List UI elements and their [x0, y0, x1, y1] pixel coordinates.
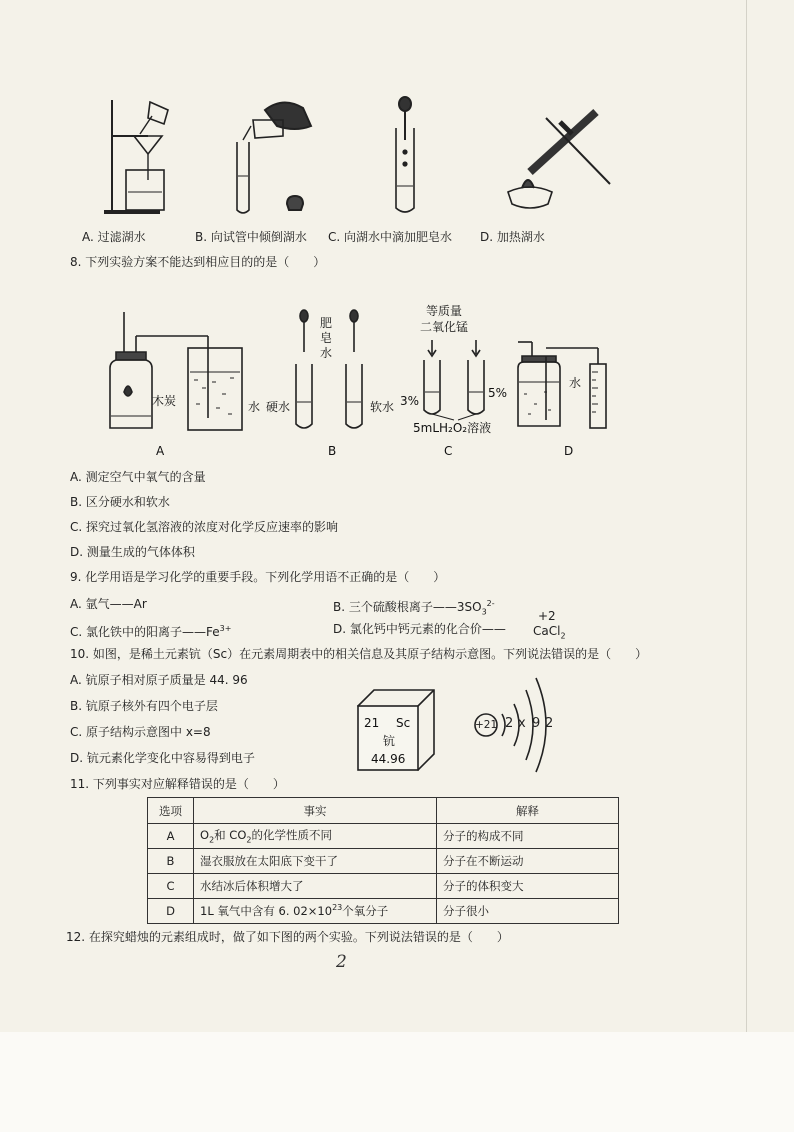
- q7-figure-c-dropper: [380, 92, 430, 220]
- q9-valence: +2: [538, 609, 556, 623]
- q10-option-b: B. 钪原子核外有四个电子层: [70, 699, 218, 713]
- table-header-option: 选项: [148, 798, 194, 824]
- q9-option-d: D. 氯化钙中钙元素的化合价——: [333, 622, 506, 636]
- q8-label-soap-1: 肥: [320, 316, 333, 330]
- table-cell-option: C: [148, 874, 194, 899]
- q10-element-name: 钪: [383, 734, 396, 748]
- table-header-fact: 事实: [194, 798, 437, 824]
- q8-figure-letter-d: D: [564, 444, 574, 458]
- page-edge: [746, 0, 747, 1040]
- table-header-reason: 解释: [437, 798, 619, 824]
- q8-label-soap-3: 水: [320, 346, 333, 360]
- q10-element-symbol: Sc: [396, 716, 411, 730]
- q12-stem: 12. 在探究蜡烛的元素组成时，做了如下图的两个实验。下列说法错误的是（ ）: [66, 930, 509, 944]
- q8-label-3pct: 3%: [400, 394, 420, 408]
- table-cell-reason: 分子很小: [437, 899, 619, 924]
- q9-formula: CaCl$_2$: [533, 624, 566, 641]
- table-row: [148, 824, 619, 849]
- table-cell-fact: 湿衣服放在太阳底下变干了: [194, 849, 437, 874]
- table-cell-option: D: [148, 899, 194, 924]
- table-cell-reason: 分子的体积变大: [437, 874, 619, 899]
- q8-label-hard-water: 硬水: [266, 400, 291, 414]
- q11-stem: 11. 下列事实对应解释错误的是（ ）: [70, 777, 285, 791]
- q8-label-mno2: 二氧化锰: [420, 320, 469, 334]
- q7-option-b: B. 向试管中倾倒湖水: [195, 230, 307, 244]
- q8-figure-d-apparatus: [512, 334, 622, 434]
- q10-atomic-number: 21: [364, 716, 380, 730]
- q10-shell-3: 9: [532, 716, 541, 731]
- table-cell-fact: $O_2$和 $CO_2$的化学性质不同: [194, 824, 437, 849]
- q9-option-c: C. 氯化铁中的阳离子$——Fe^{3+}$: [70, 624, 232, 639]
- q10-shell-2: x: [518, 716, 526, 731]
- q8-figure-c-tubes: [418, 338, 498, 422]
- table-cell-reason: 分子在不断运动: [437, 849, 619, 874]
- q10-atomic-mass: 44.96: [371, 752, 406, 766]
- table-row: [148, 874, 619, 899]
- q10-option-d: D. 钪元素化学变化中容易得到电子: [70, 751, 255, 765]
- q8-label-water-d: 水: [569, 376, 582, 390]
- q10-shell-1: 2: [505, 716, 514, 731]
- q9-option-b: B. 三个硫酸根离子$——3SO_3^{2-}$: [333, 599, 495, 617]
- q8-label-equal-mass: 等质量: [426, 304, 463, 318]
- page-number: 2: [336, 952, 347, 972]
- q8-figure-letter-a: A: [156, 444, 165, 458]
- q9-option-a: A. 氩气——Ar: [70, 597, 147, 611]
- q8-label-5pct: 5%: [488, 386, 508, 400]
- table-cell-fact: 1L 氧气中含有 6. $02\times 10^{23}$个氧分子: [194, 899, 437, 924]
- q8-label-soap-2: 皂: [320, 331, 333, 345]
- table-row: [148, 849, 619, 874]
- q11-table: [147, 797, 619, 924]
- q10-option-c: C. 原子结构示意图中 x=8: [70, 725, 211, 739]
- q10-stem: 10. 如图，是稀土元素钪（Sc）在元素周期表中的相关信息及其原子结构示意图。下列说法错误的是（ ）: [70, 647, 648, 661]
- table-cell-fact: 水结冰后体积增大了: [194, 874, 437, 899]
- q8-label-charcoal: 木炭: [152, 394, 177, 408]
- q7-option-c: C. 向湖水中滴加肥皂水: [328, 230, 453, 244]
- table-row: [148, 899, 619, 924]
- q10-shell-4: 2: [545, 716, 554, 731]
- q8-stem: 8. 下列实验方案不能达到相应目的的是（ ）: [70, 255, 326, 269]
- q8-figure-letter-b: B: [328, 444, 337, 458]
- q8-label-h2o2: 5mLH₂O₂溶液: [413, 421, 492, 435]
- q8-figure-letter-c: C: [444, 444, 453, 458]
- q8-option-a: A. 测定空气中氧气的含量: [70, 470, 206, 484]
- q9-stem: 9. 化学用语是学习化学的重要手段。下列化学用语不正确的是（ ）: [70, 570, 446, 584]
- q8-option-b: B. 区分硬水和软水: [70, 495, 170, 509]
- table-cell-option: A: [148, 824, 194, 849]
- q8-option-d: D. 测量生成的气体体积: [70, 545, 195, 559]
- table-cell-reason: 分子的构成不同: [437, 824, 619, 849]
- q7-option-a: A. 过滤湖水: [82, 230, 146, 244]
- table-cell-option: B: [148, 849, 194, 874]
- table-header-row: [148, 798, 619, 824]
- q7-option-d: D. 加热湖水: [480, 230, 545, 244]
- bottom-blank-area: [0, 1032, 794, 1132]
- q7-figure-a-filtration: [100, 92, 200, 220]
- q8-option-c: C. 探究过氧化氢溶液的浓度对化学反应速率的影响: [70, 520, 339, 534]
- q8-label-soft-water: 软水: [370, 400, 395, 414]
- q10-nucleus-charge: +21: [475, 719, 498, 731]
- q7-figure-b-pouring: [225, 92, 325, 220]
- q8-figure-a-apparatus: [102, 308, 252, 436]
- q7-figure-d-heating: [500, 92, 620, 220]
- q10-option-a: A. 钪原子相对原子质量是 44. 96: [70, 673, 248, 687]
- q8-label-water-a: 水: [248, 400, 261, 414]
